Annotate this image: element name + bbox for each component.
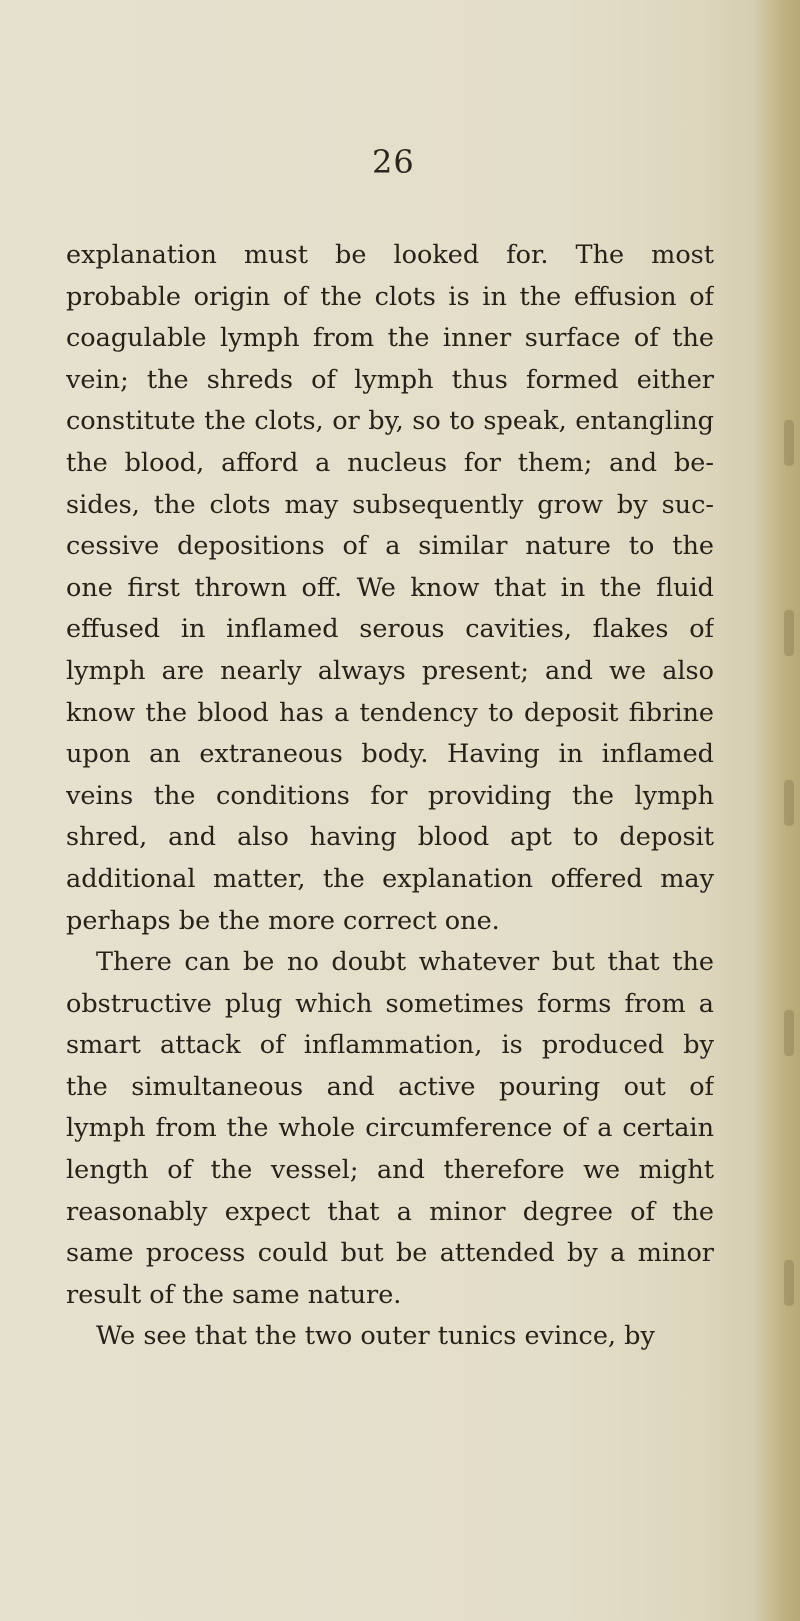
text-line: know the blood has a tendency to deposit fibrine <box>66 697 714 728</box>
text-line: veins the conditions for providing the lymph <box>66 780 714 811</box>
text-line: vein; the shreds of lymph thus formed either <box>66 364 714 395</box>
text-line: We see that the two outer tunics evince, by <box>96 1321 655 1352</box>
text-line: perhaps be the more correct one. <box>66 905 500 936</box>
text-line: constitute the clots, or by, so to speak, entangling <box>66 406 714 437</box>
text-line: coagulable lymph from the inner surface of the <box>66 323 714 354</box>
text-line: effused in inflamed serous cavities, flakes of <box>66 614 714 645</box>
text-line: lymph are nearly always present; and we also <box>66 655 714 686</box>
text-line: the simultaneous and active pouring out of <box>66 1071 714 1102</box>
text-line: sides, the clots may subsequently grow by suc- <box>66 489 714 520</box>
page-stain <box>784 610 794 656</box>
text-line: There can be no doubt whatever but that the <box>96 947 714 978</box>
text-line: the blood, afford a nucleus for them; and be- <box>66 447 714 478</box>
page-stain <box>784 420 794 466</box>
text-line: lymph from the whole circumference of a certain <box>66 1113 714 1144</box>
page-stain <box>784 1260 794 1306</box>
body-text <box>66 235 714 1358</box>
text-line: upon an extraneous body. Having in inflamed <box>66 739 714 770</box>
page-edge-shading <box>754 0 800 1621</box>
text-line: one first thrown off. We know that in the fluid <box>66 572 714 603</box>
text-line: result of the same nature. <box>66 1279 402 1310</box>
page-stain <box>784 1010 794 1056</box>
page-number: 26 <box>372 143 415 181</box>
text-line: length of the vessel; and therefore we might <box>66 1155 714 1186</box>
text-line: probable origin of the clots is in the effusion of <box>66 281 714 312</box>
text-line: cessive depositions of a similar nature to the <box>66 531 714 562</box>
page-stain <box>784 780 794 826</box>
text-line: additional matter, the explanation offered may <box>66 863 714 894</box>
text-line: smart attack of inflammation, is produced by <box>66 1030 714 1061</box>
text-line: obstructive plug which sometimes forms from a <box>66 988 714 1019</box>
text-line: same process could but be attended by a minor <box>66 1238 714 1269</box>
text-line: reasonably expect that a minor degree of the <box>66 1196 714 1227</box>
text-line: explanation must be looked for. The most <box>66 240 714 270</box>
text-line: shred, and also having blood apt to deposit <box>66 822 714 853</box>
